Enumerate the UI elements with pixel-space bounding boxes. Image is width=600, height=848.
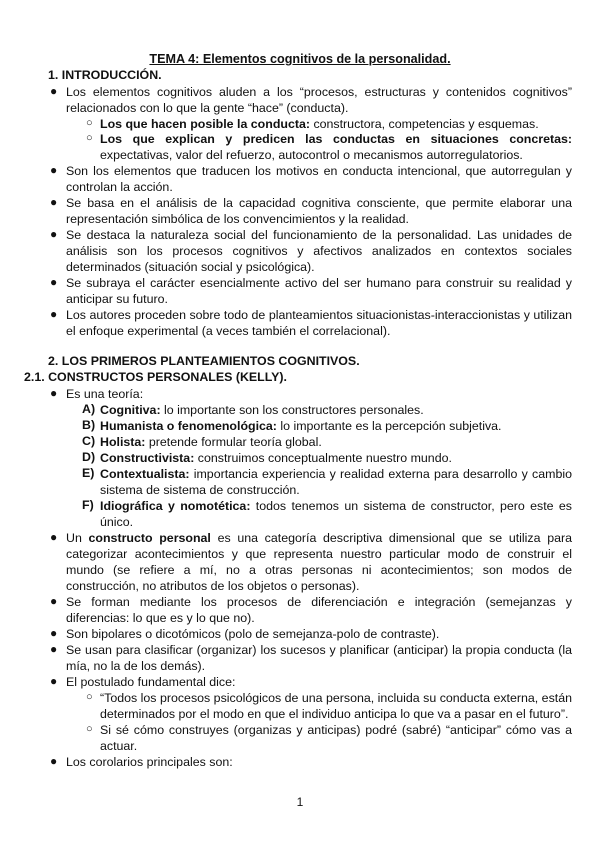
paragraph: Los corolarios principales son: — [66, 755, 233, 769]
list-letter: C) — [82, 434, 96, 448]
circle-bullet-icon: ○ — [86, 691, 93, 703]
list-letter: B) — [82, 418, 96, 432]
sub-bullet: “Todos los procesos psicológicos de una persona, incluida su conducta externa, están determinados por el modo en que el individuo anticipa lo que va a pasar en el futuro”. — [100, 691, 572, 721]
document-title: TEMA 4: Elementos cognitivos de la personalidad. — [149, 52, 451, 66]
circle-bullet-icon: ○ — [86, 132, 93, 144]
bullet-icon: ● — [50, 594, 58, 608]
list-letter: A) — [82, 402, 96, 416]
theory-item: Constructivista: construimos conceptualmente nuestro mundo. — [100, 451, 452, 465]
bullet-icon: ● — [50, 275, 58, 289]
paragraph: Se basa en el análisis de la capacidad cognitiva consciente, que permite elaborar una representación simbólica de los convencimientos y la realidad. — [66, 196, 572, 226]
sub-bullet: Si sé cómo construyes (organizas y anticipas) podré (sabré) “anticipar” cómo vas a actuar. — [100, 723, 572, 753]
list-letter: F) — [82, 498, 94, 512]
theory-item: Holista: pretende formular teoría global. — [100, 435, 322, 449]
circle-bullet-icon: ○ — [86, 723, 93, 735]
bullet-icon: ● — [50, 163, 58, 177]
paragraph: Son bipolares o dicotómicos (polo de semejanza-polo de contraste). — [66, 627, 440, 641]
bullet-icon: ● — [50, 530, 58, 544]
section-1-heading: 1. INTRODUCCIÓN. — [48, 68, 162, 82]
bullet-icon: ● — [50, 642, 58, 656]
circle-bullet-icon: ○ — [86, 117, 93, 129]
bullet-icon: ● — [50, 626, 58, 640]
theory-item: Idiográfica y nomotética: todos tenemos un sistema de constructor, pero este es único. — [100, 499, 572, 529]
paragraph: Se forman mediante los procesos de diferenciación e integración (semejanzas y diferencias: lo que es y lo que no). — [66, 595, 572, 625]
paragraph: Un constructo personal es una categoría descriptiva dimensional que se utiliza para categorizar acontecimientos y que representa nuestro particular modo de construir el mundo (se refiere a mí, no a otras personas ni acontecimientos; son modos de construcción, no atributos de los objetos o personas). — [66, 531, 573, 593]
paragraph: Los autores proceden sobre todo de planteamientos situacionistas-interaccionistas y utilizan el enfoque experimental (a veces también el correlacional). — [66, 308, 572, 338]
bullet-icon: ● — [50, 754, 58, 768]
subsection-heading: 2.1. CONSTRUCTOS PERSONALES (KELLY). — [24, 370, 287, 384]
theory-item: Humanista o fenomenológica: lo importante es la percepción subjetiva. — [100, 419, 502, 433]
paragraph: El postulado fundamental dice: — [66, 675, 236, 689]
theory-item: Cognitiva: lo importante son los constructores personales. — [100, 403, 424, 417]
bullet-icon: ● — [50, 386, 58, 400]
paragraph: Los elementos cognitivos aluden a los “procesos, estructuras y contenidos cognitivos” relacionados con lo que la gente “hace” (conducta). — [66, 85, 572, 115]
paragraph: Se subraya el carácter esencialmente activo del ser humano para construir su realidad y anticipar su futuro. — [66, 276, 572, 306]
section-2-heading: 2. LOS PRIMEROS PLANTEAMIENTOS COGNITIVOS. — [48, 354, 360, 368]
bullet-icon: ● — [50, 307, 58, 321]
bullet-icon: ● — [50, 674, 58, 688]
theory-item: Contextualista: importancia experiencia y realidad externa para desarrollo y cambio sistema de sistema de construcción. — [100, 467, 572, 497]
bullet-icon: ● — [50, 227, 58, 241]
bullet-icon: ● — [50, 195, 58, 209]
bullet-icon: ● — [50, 84, 58, 98]
paragraph: Se usan para clasificar (organizar) los sucesos y planificar (anticipar) la propia conducta (la mía, no la de los demás). — [66, 643, 572, 673]
sub-bullet: Los que hacen posible la conducta: constructora, competencias y esquemas. — [100, 117, 539, 131]
sub-bullet: Los que explican y predicen las conductas en situaciones concretas: expectativas, valor del refuerzo, autocontrol o mecanismos autorregulatorios. — [100, 132, 572, 162]
page-number: 1 — [296, 795, 304, 809]
paragraph: Se destaca la naturaleza social del funcionamiento de la personalidad. Las unidades de análisis son los procesos cognitivos y afectivos analizados en contextos sociales determinados (situación social y psicológica). — [66, 228, 572, 274]
paragraph: Es una teoría: — [66, 387, 144, 401]
list-letter: E) — [82, 466, 95, 480]
list-letter: D) — [82, 450, 96, 464]
paragraph: Son los elementos que traducen los motivos en conducta intencional, que autorregulan y controlan la acción. — [66, 164, 572, 194]
